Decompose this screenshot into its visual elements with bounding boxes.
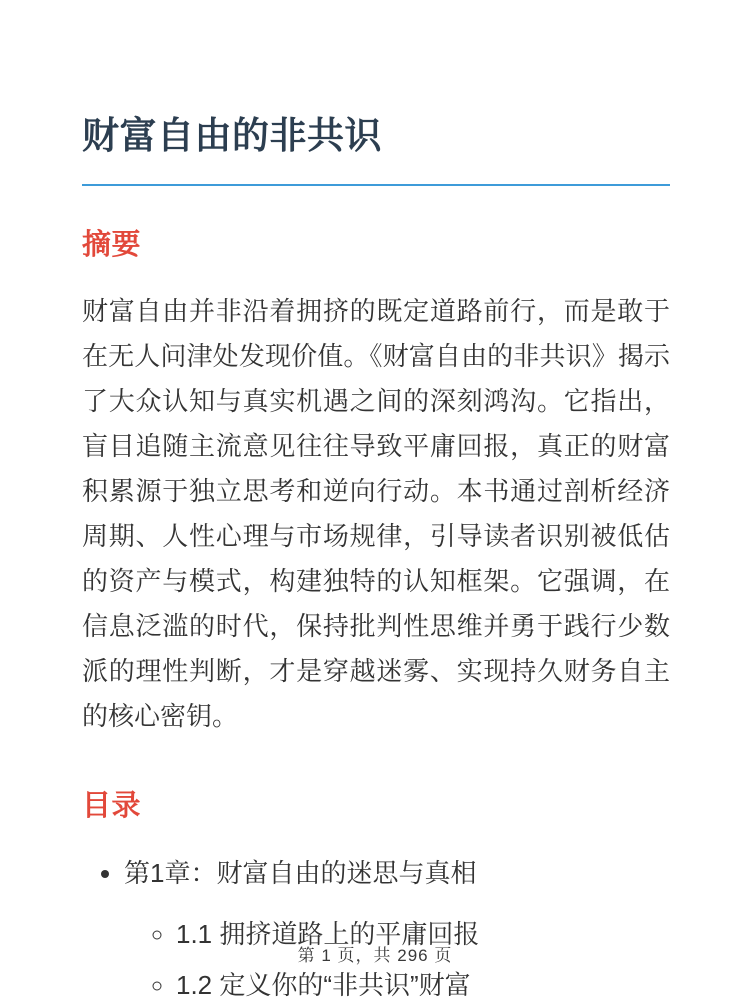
- toc-subitem: ◦ 1.1 拥挤道路上的平庸回报: [176, 917, 670, 952]
- toc-chapter-item: [124, 856, 670, 1000]
- abstract-paragraph: 财富自由并非沿着拥挤的既定道路前行，而是敢于在无人问津处发现价值。《财富自由的非共识》揭示了大众认知与真实机遇之间的深刻鸿沟。它指出，盲目追随主流意见往往导致平庸回报，真正的财富积累源于独立思考和逆向行动。本书通过剖析经济周期、人性心理与市场规律，引导读者识别被低估的资产与模式，构建独特的认知框架。它强调，在信息泛滥的时代，保持批判性思维并勇于践行少数派的理性判断，才是穿越迷雾、实现持久财务自主的核心密钥。: [82, 296, 670, 732]
- title-accent-rule: [82, 184, 670, 186]
- page-number-indicator: 第 1 页，共 296 页: [297, 946, 453, 965]
- toc-list: [82, 856, 670, 1000]
- page-title: 财富自由的非共识: [82, 115, 382, 156]
- abstract-heading: 摘要: [82, 229, 142, 262]
- toc-heading: 目录: [82, 790, 142, 823]
- toc-chapter-label: 第1章：财富自由的迷思与真相: [124, 858, 477, 889]
- toc-subitem: ◦ 1.2 定义你的“非共识”财富: [176, 968, 670, 1000]
